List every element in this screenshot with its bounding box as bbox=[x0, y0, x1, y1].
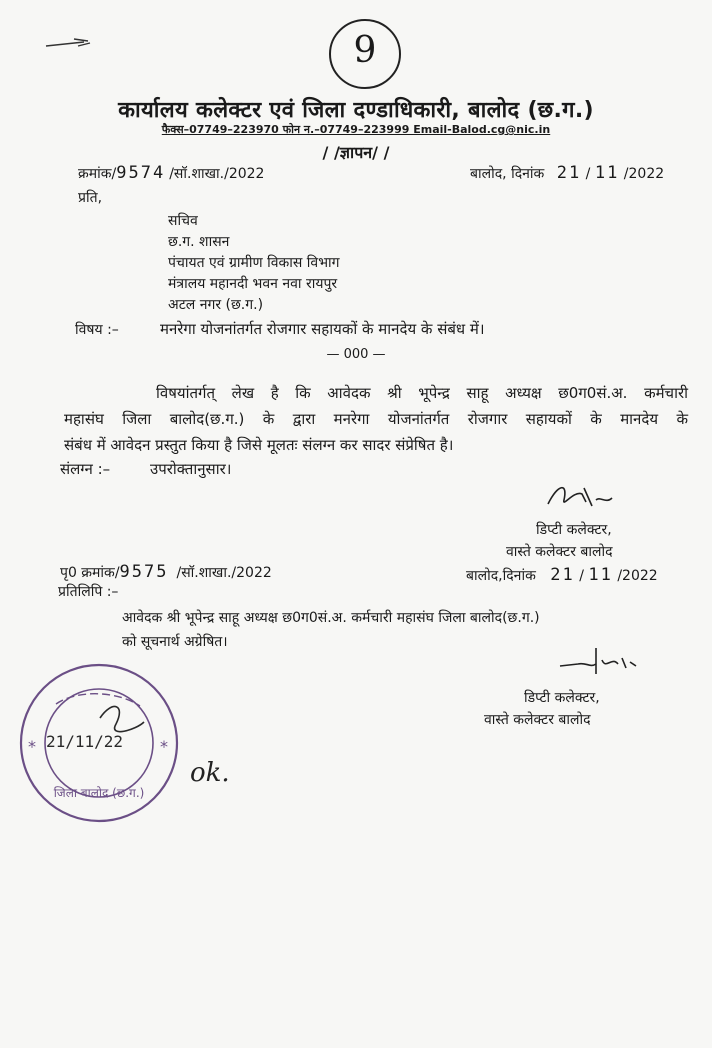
seal-date: 21/11/22 bbox=[46, 732, 124, 751]
separator: — 000 — bbox=[326, 347, 386, 362]
margin-mark bbox=[44, 36, 94, 52]
ref-line: क्रमांक/9574 /सॉ.शाखा./2022 bbox=[78, 163, 265, 183]
copy-label: प्रतिलिपि :– bbox=[58, 584, 119, 600]
ref-suffix: /सॉ.शाखा./2022 bbox=[169, 166, 265, 182]
signatory-title: डिप्टी कलेक्टर, bbox=[536, 522, 612, 538]
addressee-line: अटल नगर (छ.ग.) bbox=[168, 297, 264, 313]
subject-text: मनरेगा योजनांतर्गत रोजगार सहायकों के मानदेय के संबंध में। bbox=[160, 320, 485, 338]
endorsement-signatory-on-behalf: वास्ते कलेक्टर बालोद bbox=[484, 712, 591, 728]
page-number: 9 bbox=[353, 30, 377, 71]
endorsement-ref-label: पृ0 क्रमांक bbox=[60, 565, 115, 581]
date-line: बालोद, दिनांक 21 / 11 /2022 bbox=[470, 163, 665, 183]
subject-label: विषय :– bbox=[75, 322, 119, 338]
addressee-block bbox=[168, 211, 340, 316]
office-title: कार्यालय कलेक्टर एवं जिला दण्डाधिकारी, बालोद (छ.ग.) bbox=[118, 98, 594, 123]
ref-number: 9574 bbox=[116, 163, 166, 183]
place-date-label: बालोद, दिनांक bbox=[470, 166, 545, 182]
date-month: 11 bbox=[594, 163, 620, 183]
to-label: प्रति, bbox=[78, 190, 103, 206]
enclosure-label: संलग्न :– bbox=[60, 460, 111, 478]
body-line: विषयांतर्गत् लेख है कि आवेदक श्री भूपेन्द्र साहू अध्यक्ष छ0ग0सं.अ. कर्मचारी bbox=[156, 384, 688, 402]
copy-line: आवेदक श्री भूपेन्द्र साहू अध्यक्ष छ0ग0सं.अ. कर्मचारी महासंघ जिला बालोद(छ.ग.) bbox=[122, 610, 540, 626]
endorsement-date-day: 21 bbox=[550, 565, 575, 585]
body-paragraph bbox=[64, 380, 688, 458]
signature-2 bbox=[556, 642, 646, 682]
endorsement-date-line: बालोद,दिनांक 21 / 11 /2022 bbox=[466, 565, 658, 585]
endorsement-ref-line: पृ0 क्रमांक/9575 /सॉ.शाखा./2022 bbox=[60, 562, 272, 582]
addressee-line: पंचायत एवं ग्रामीण विकास विभाग bbox=[168, 255, 340, 271]
endorsement-date-month: 11 bbox=[588, 565, 613, 585]
endorsement-date-year: /2022 bbox=[617, 568, 658, 584]
endorsement-place-date-label: बालोद,दिनांक bbox=[466, 568, 536, 584]
body-line: संबंध में आवेदन प्रस्तुत किया है जिसे मूलतः संलग्न कर सादर संप्रेषित है। bbox=[64, 436, 454, 454]
seal-bottom-text: जिला बालोद (छ.ग.) bbox=[53, 786, 145, 800]
svg-text:*: * bbox=[160, 737, 168, 756]
addressee-line: सचिव bbox=[168, 213, 198, 229]
margin-note: ok. bbox=[190, 758, 230, 788]
endorsement-signatory-title: डिप्टी कलेक्टर, bbox=[524, 690, 600, 706]
copy-line: को सूचनार्थ अग्रेषित। bbox=[122, 634, 228, 650]
signature-1 bbox=[540, 478, 620, 518]
endorsement-ref-suffix: /सॉ.शाखा./2022 bbox=[176, 565, 272, 581]
copy-text bbox=[122, 606, 540, 654]
date-day: 21 bbox=[556, 163, 582, 183]
addressee-line: मंत्रालय महानदी भवन नवा रायपुर bbox=[168, 276, 338, 292]
ref-label: क्रमांक bbox=[78, 166, 112, 182]
memo-label: / /ज्ञापन/ / bbox=[322, 143, 390, 162]
date-year: /2022 bbox=[623, 166, 665, 182]
body-line: महासंघ जिला बालोद(छ.ग.) के द्वारा मनरेगा योजनांतर्गत रोजगार सहायकों के मानदेय के bbox=[64, 410, 688, 428]
addressee-line: छ.ग. शासन bbox=[168, 234, 230, 250]
page-number-circle bbox=[326, 14, 404, 92]
enclosure-text: उपरोक्तानुसार। bbox=[150, 460, 232, 478]
official-seal bbox=[16, 660, 182, 826]
contact-line: फैक्स–07749–223970 फोन न.–07749–223999 Email-Balod.cg@nic.in bbox=[161, 123, 551, 136]
svg-text:*: * bbox=[28, 737, 36, 756]
signatory-on-behalf: वास्ते कलेक्टर बालोद bbox=[506, 544, 613, 560]
endorsement-ref-number: 9575 bbox=[119, 562, 169, 582]
